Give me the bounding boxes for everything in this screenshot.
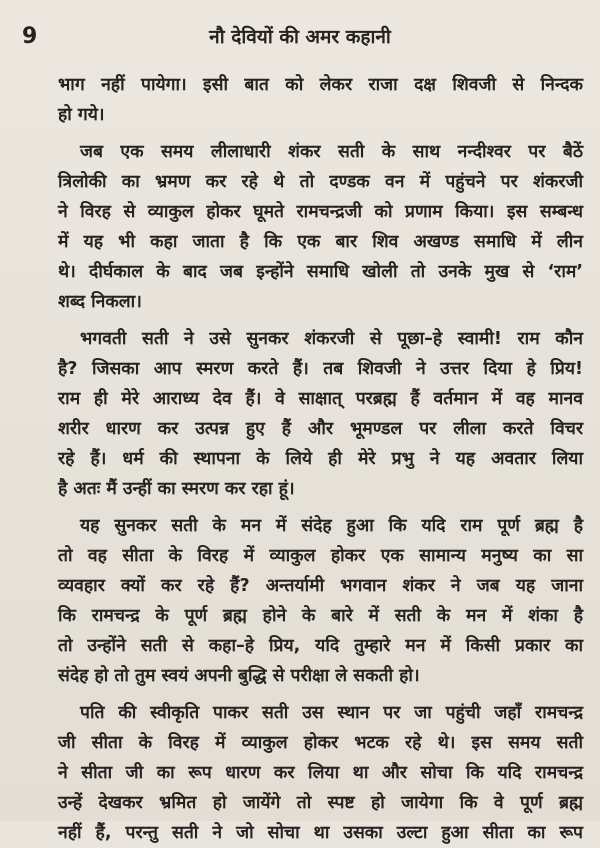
text-line: उन्हें देखकर भ्रमित हो जायेंगे तो स्पष्ट हो जायेगा कि वे पूर्ण ब्रह्म	[58, 793, 583, 813]
text-line: भगवती सती ने उसे सुनकर शंकरजी से पूछा–हे स्वामी! राम कौन	[80, 329, 583, 349]
text-line: संदेह हो तो तुम स्वयं अपनी बुद्धि से परीक्षा ले सकती हो।	[58, 666, 420, 686]
text-line: है? जिसका आप स्मरण करते हैं। तब शिवजी ने उत्तर दिया हे प्रिय!	[58, 359, 583, 379]
text-line: जी सीता के विरह में व्याकुल होकर भटक रहे थे। इस समय सती	[58, 733, 583, 753]
text-line: थे। दीर्घकाल के बाद जब इन्होंने समाधि खोली तो उनके मुख से ‘राम’	[58, 262, 583, 282]
paragraph-2	[58, 137, 583, 317]
text-line: ने सीता जी का रूप धारण कर लिया था और सोचा कि यदि रामचन्द्र	[58, 763, 583, 783]
paragraph-5	[58, 698, 583, 848]
text-line: तो उन्होंने सती से कहा–हे प्रिय, यदि तुम्हारे मन में किसी प्रकार का	[58, 636, 583, 656]
body-text	[58, 70, 583, 848]
text-line: यह सुनकर सती के मन में संदेह हुआ कि यदि राम पूर्ण ब्रह्म है	[80, 516, 583, 536]
text-line: में यह भी कहा जाता है कि एक बार शिव अखण्ड समाधि में लीन	[58, 232, 583, 252]
text-line: भाग नहीं पायेगा। इसी बात को लेकर राजा दक्ष शिवजी से निन्दक	[58, 75, 583, 95]
text-line: पति की स्वीकृति पाकर सती उस स्थान पर जा पहुंची जहाँ रामचन्द्र	[80, 703, 583, 723]
text-line: है अतः मैं उन्हीं का स्मरण कर रहा हूं।	[58, 479, 295, 499]
text-line: हो गये।	[58, 105, 105, 125]
text-line: व्यवहार क्यों कर रहे हैं? अन्तर्यामी भगवान शंकर ने जब यह जाना	[58, 576, 583, 596]
text-line: शरीर धारण कर उत्पन्न हुए हैं और भूमण्डल पर लीला करते विचर	[58, 419, 583, 439]
text-line: रहे हैं। धर्म की स्थापना के लिये ही मेरे प्रभु ने यह अवतार लिया	[58, 449, 583, 469]
text-line: नहीं हैं, परन्तु सती ने जो सोचा था उसका उल्टा हुआ सीता का रूप	[58, 823, 583, 843]
text-line: त्रिलोकी का भ्रमण कर रहे थे तो दण्डक वन में पहुंचने पर शंकरजी	[58, 172, 583, 192]
paragraph-3	[58, 324, 583, 504]
text-line: तो वह सीता के विरह में व्याकुल होकर एक सामान्य मनुष्य का सा	[58, 546, 583, 566]
running-title: नौ देवियों की अमर कहानी	[209, 26, 391, 48]
text-line: राम ही मेरे आराध्य देव हैं। वे साक्षात् परब्रह्म हैं वर्तमान में वह मानव	[58, 389, 583, 409]
text-line: जब एक समय लीलाधारी शंकर सती के साथ नन्दीश्वर पर बैठें	[80, 142, 583, 162]
text-line: ने विरह से व्याकुल होकर घूमते रामचन्द्रजी को प्रणाम किया। इस सम्बन्ध	[58, 202, 583, 222]
text-line: शब्द निकला।	[58, 292, 142, 312]
page-number: 9	[22, 24, 38, 49]
paragraph-4	[58, 511, 583, 691]
text-line: कि रामचन्द्र के पूर्ण ब्रह्म होने के बारे में सती के मन में शंका है	[58, 606, 583, 626]
paragraph-1	[58, 70, 583, 130]
